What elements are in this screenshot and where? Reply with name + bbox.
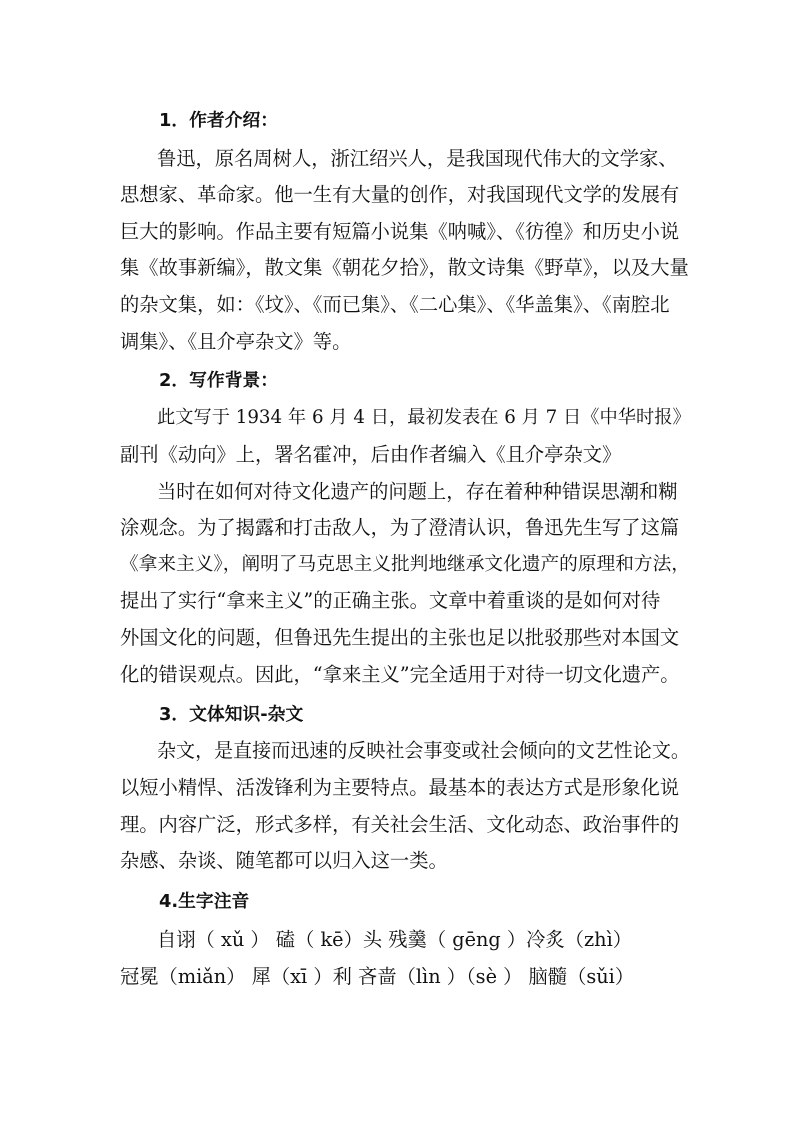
- paragraph-line: 鲁迅，原名周树人，浙江绍兴人，是我国现代伟大的文学家、: [157, 147, 678, 170]
- section-heading-genre: 3．文体知识-杂文: [159, 704, 304, 725]
- pronunciation-line: 冠冕（miǎn） 犀（xī ）利 吝啬（lìn ）（sè ） 脑髓（sǔi）: [120, 965, 635, 988]
- paragraph-line: 理。内容广泛，形式多样，有关社会生活、文化动态、政治事件的: [120, 813, 680, 836]
- paragraph-line: 调集》、《且介亭杂文》等。: [120, 330, 352, 353]
- paragraph-line: 化的错误观点。因此，“拿来主义”完全适用于对待一切文化遗产。: [120, 663, 680, 686]
- paragraph-line: 杂文，是直接而迅速的反映社会事变或社会倾向的文艺性论文。: [157, 740, 690, 762]
- paragraph-line: 以短小精悍、活泼锋利为主要特点。最基本的表达方式是形象化说: [120, 776, 680, 799]
- paragraph-line: 副刊《动向》上，署名霍冲，后由作者编入《且介亭杂文》: [120, 443, 622, 466]
- paragraph-line: 涂观念。为了揭露和打击敌人，为了澄清认识，鲁迅先生写了这篇: [120, 516, 680, 539]
- section-heading-pronunciation: 4.生字注音: [159, 891, 250, 912]
- section-heading-author: 1．作者介绍：: [159, 110, 279, 131]
- paragraph-line: 提出了实行“拿来主义”的正确主张。文章中着重谈的是如何对待: [120, 589, 661, 612]
- paragraph-line: 《拿来主义》，阐明了马克思主义批判地继承文化遗产的原理和方法，: [120, 554, 690, 575]
- paragraph-line: 集《故事新编》，散文集《朝花夕拾》，散文诗集《野草》，以及大量: [120, 256, 689, 279]
- paragraph-line: 此文写于 1934 年 6 月 4 日，最初发表在 6 月 7 日《中华时报》: [157, 407, 691, 428]
- section-heading-background: 2．写作背景：: [159, 370, 279, 391]
- paragraph-line: 外国文化的问题，但鲁迅先生提出的主张也足以批驳那些对本国文: [120, 626, 680, 649]
- paragraph-line: 当时在如何对待文化遗产的问题上，存在着种种错误思潮和糊: [157, 480, 678, 503]
- paragraph-line: 杂感、杂谈、随笔都可以归入这一类。: [120, 849, 448, 872]
- pronunciation-line: 自诩（ xǔ ） 磕（ kē）头 残羹（ gēng ）冷炙（zhì）: [157, 928, 633, 951]
- paragraph-line: 巨大的影响。作品主要有短篇小说集《呐喊》、《彷徨》和历史小说: [120, 220, 680, 243]
- paragraph-line: 的杂文集，如：《坟》、《而已集》、《二心集》、《华盖集》、《南腔北: [120, 293, 670, 316]
- paragraph-line: 思想家、革命家。他一生有大量的创作，对我国现代文学的发展有: [120, 183, 680, 206]
